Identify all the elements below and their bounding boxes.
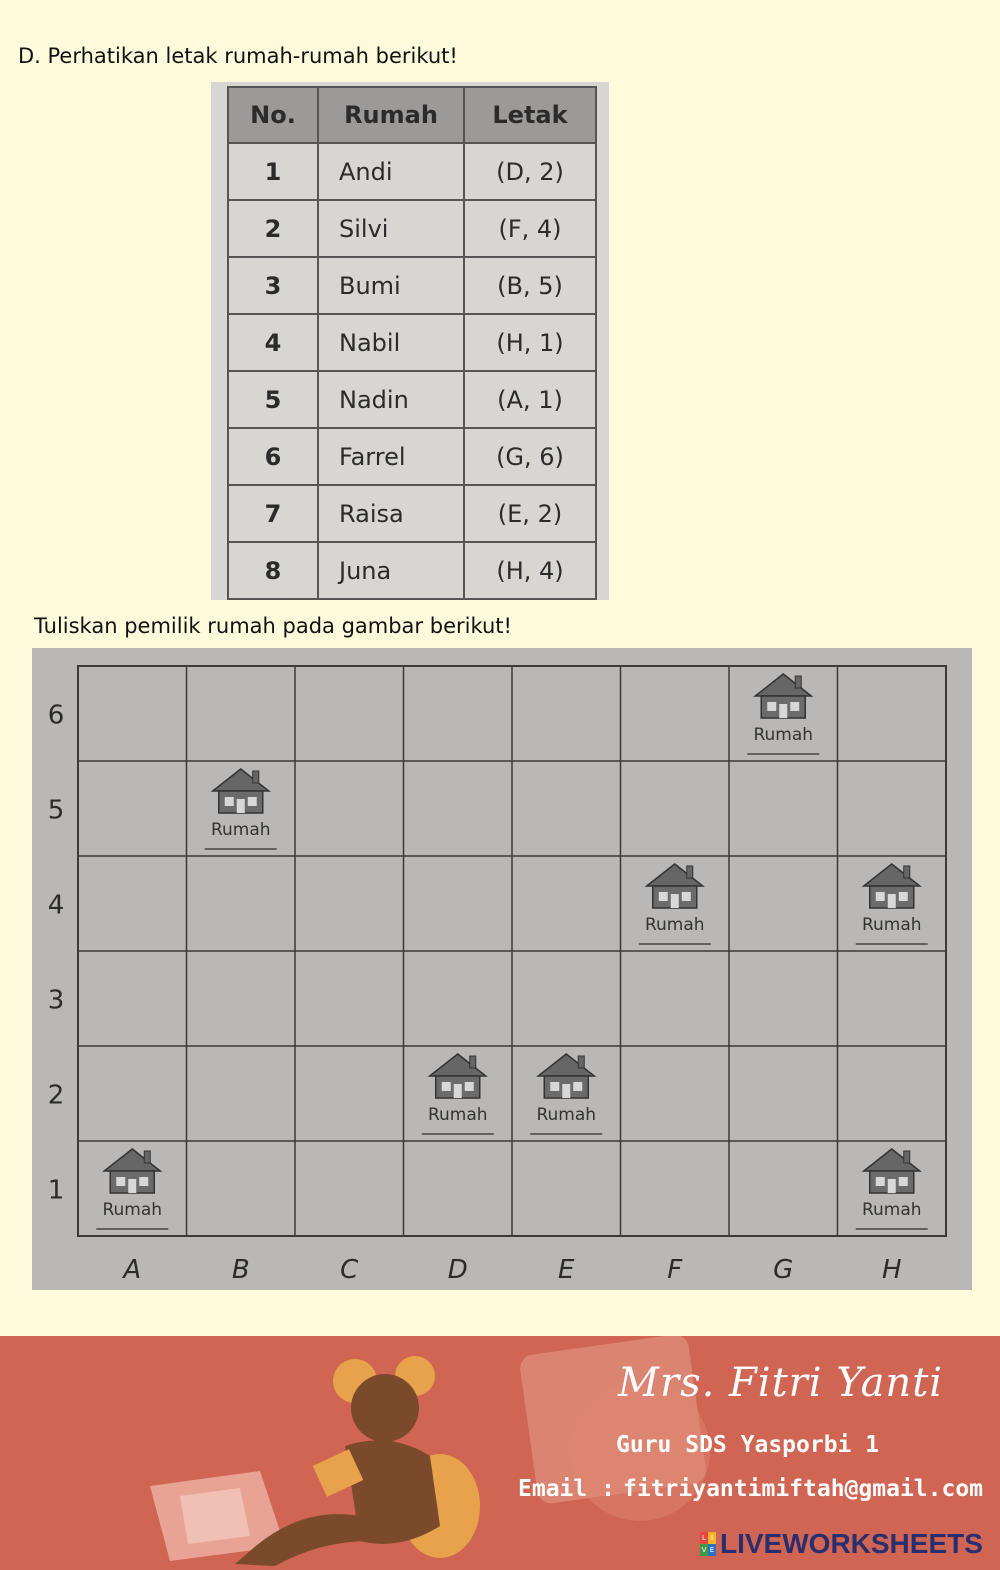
row-number: 3 xyxy=(228,257,318,314)
row-label: 4 xyxy=(47,890,65,921)
house-owner: Farrel xyxy=(318,428,464,485)
column-label: F xyxy=(667,1255,683,1285)
row-label: 1 xyxy=(47,1175,65,1206)
house-owner: Raisa xyxy=(318,485,464,542)
house-icon xyxy=(213,769,269,791)
email-address: fitriyantimiftah@gmail.com xyxy=(623,1476,984,1502)
house-icon xyxy=(864,1149,920,1171)
house-window xyxy=(659,892,668,901)
house-icon xyxy=(104,1149,160,1171)
house-window xyxy=(899,892,908,901)
house-label: Rumah xyxy=(102,1200,163,1220)
footer-banner xyxy=(0,1336,1000,1570)
house-door xyxy=(562,1084,570,1098)
column-header-letak: Letak xyxy=(464,87,596,143)
house-window xyxy=(899,1177,908,1186)
row-number: 7 xyxy=(228,485,318,542)
instruction-text: Tuliskan pemilik rumah pada gambar berikut! xyxy=(34,614,512,638)
table-row xyxy=(228,200,596,257)
column-label: H xyxy=(881,1255,902,1285)
house-label: Rumah xyxy=(753,725,814,745)
table-row xyxy=(228,485,596,542)
house-chimney xyxy=(687,866,693,878)
house-label: Rumah xyxy=(861,915,922,935)
house-door xyxy=(671,894,679,908)
house-window xyxy=(465,1082,474,1091)
house-icon xyxy=(864,864,920,886)
row-number: 1 xyxy=(228,143,318,200)
email-label: Email : xyxy=(518,1476,615,1502)
column-label: G xyxy=(773,1255,794,1285)
table-row xyxy=(228,428,596,485)
house-label: Rumah xyxy=(861,1200,922,1220)
house-position: (B, 5) xyxy=(464,257,596,314)
house-owner: Juna xyxy=(318,542,464,599)
house-window xyxy=(116,1177,125,1186)
house-label: Rumah xyxy=(644,915,705,935)
house-chimney xyxy=(470,1056,476,1068)
house-location-table xyxy=(227,86,597,600)
column-header-no: No. xyxy=(228,87,318,143)
house-chimney xyxy=(253,771,259,783)
table-header-row xyxy=(228,87,596,143)
house-window xyxy=(767,702,776,711)
worksheet-title: D. Perhatikan letak rumah-rumah berikut! xyxy=(18,44,458,68)
house-window xyxy=(139,1177,148,1186)
house-door xyxy=(237,799,245,813)
column-header-rumah: Rumah xyxy=(318,87,464,143)
house-label: Rumah xyxy=(427,1105,488,1125)
house-label: Rumah xyxy=(210,820,271,840)
house-window xyxy=(790,702,799,711)
house-icon xyxy=(538,1054,594,1076)
house-window xyxy=(248,797,257,806)
liveworksheets-logo-icon: L I V E xyxy=(701,1534,715,1554)
table-row xyxy=(228,314,596,371)
house-position: (F, 4) xyxy=(464,200,596,257)
house-window xyxy=(876,1177,885,1186)
teacher-school: Guru SDS Yasporbi 1 xyxy=(616,1432,880,1458)
column-label: D xyxy=(447,1255,468,1285)
house-icon xyxy=(647,864,703,886)
house-door xyxy=(779,704,787,718)
house-window xyxy=(682,892,691,901)
row-label: 5 xyxy=(47,795,65,826)
house-door xyxy=(454,1084,462,1098)
house-position: (G, 6) xyxy=(464,428,596,485)
table-row xyxy=(228,143,596,200)
house-window xyxy=(225,797,234,806)
table-row xyxy=(228,257,596,314)
house-position: (H, 4) xyxy=(464,542,596,599)
column-label: A xyxy=(123,1255,142,1285)
house-location-table-photo xyxy=(211,82,609,600)
row-label: 6 xyxy=(47,700,65,731)
row-number: 5 xyxy=(228,371,318,428)
house-label: Rumah xyxy=(536,1105,597,1125)
column-label: C xyxy=(340,1255,359,1285)
house-icon xyxy=(755,674,811,696)
house-window xyxy=(573,1082,582,1091)
column-label: B xyxy=(231,1255,250,1285)
house-owner: Nabil xyxy=(318,314,464,371)
column-label: E xyxy=(558,1255,575,1285)
row-number: 4 xyxy=(228,314,318,371)
row-number: 6 xyxy=(228,428,318,485)
house-position: (E, 2) xyxy=(464,485,596,542)
house-chimney xyxy=(795,676,801,688)
row-label: 3 xyxy=(47,985,65,1016)
table-row xyxy=(228,542,596,599)
teacher-signature: Mrs. Fitri Yanti xyxy=(618,1360,944,1406)
liveworksheets-brand: LIVEWORKSHEETS xyxy=(720,1528,983,1559)
house-position: (D, 2) xyxy=(464,143,596,200)
coordinate-grid xyxy=(32,648,972,1290)
house-chimney xyxy=(904,1151,910,1163)
house-window xyxy=(876,892,885,901)
row-number: 8 xyxy=(228,542,318,599)
house-door xyxy=(888,894,896,908)
house-door xyxy=(128,1179,136,1193)
house-owner: Andi xyxy=(318,143,464,200)
house-chimney xyxy=(578,1056,584,1068)
house-icon xyxy=(430,1054,486,1076)
house-owner: Silvi xyxy=(318,200,464,257)
row-number: 2 xyxy=(228,200,318,257)
table-row xyxy=(228,371,596,428)
house-owner: Nadin xyxy=(318,371,464,428)
house-chimney xyxy=(904,866,910,878)
house-position: (A, 1) xyxy=(464,371,596,428)
house-window xyxy=(442,1082,451,1091)
row-label: 2 xyxy=(47,1080,65,1111)
house-position: (H, 1) xyxy=(464,314,596,371)
coordinate-grid-photo xyxy=(32,648,972,1290)
house-owner: Bumi xyxy=(318,257,464,314)
house-window xyxy=(550,1082,559,1091)
house-door xyxy=(888,1179,896,1193)
house-chimney xyxy=(144,1151,150,1163)
